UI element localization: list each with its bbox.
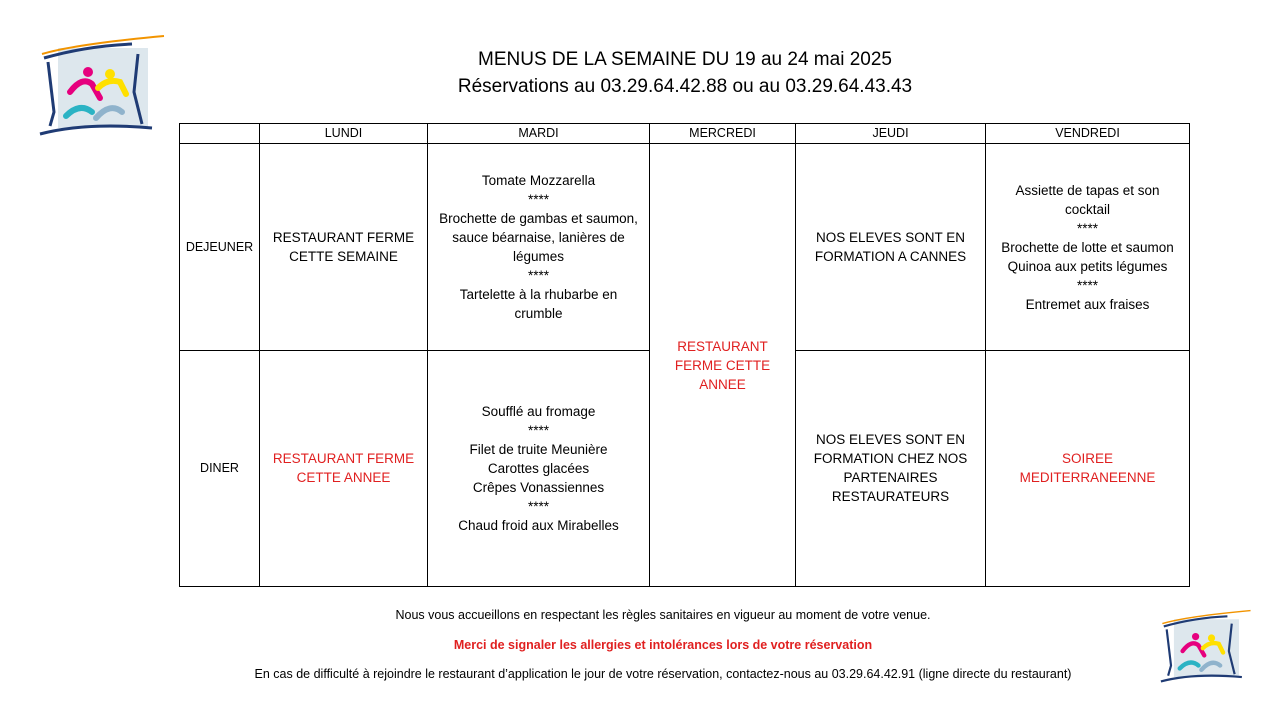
menu-separator: **** (527, 498, 549, 514)
menu-item: Brochette de lotte et saumon (1001, 239, 1174, 255)
menu-separator: **** (527, 192, 549, 208)
menu-item: Brochette de gambas et saumon, sauce béarnaise, lanières de légumes (439, 211, 638, 265)
table-row-dejeuner (180, 144, 1190, 351)
menu-separator: **** (527, 268, 549, 284)
menu-separator: **** (1076, 277, 1098, 293)
day-header-mardi: MARDI (428, 124, 650, 144)
day-header-vendredi: VENDREDI (986, 124, 1190, 144)
day-header-lundi: LUNDI (260, 124, 428, 144)
menu-item: Carottes glacées (487, 460, 590, 476)
row-label-diner: DINER (180, 350, 260, 586)
menu-item: Tomate Mozzarella (481, 173, 596, 189)
page-title (180, 46, 1190, 100)
title-line-2: Réservations au 03.29.64.42.88 ou au 03.29.64.43.43 (457, 76, 913, 97)
menu-item: Soufflé au fromage (481, 403, 596, 419)
menu-item: Crêpes Vonassiennes (472, 479, 605, 495)
cell-diner-vendredi: SOIREE MEDITERRANEENNE (986, 350, 1190, 586)
school-restaurant-logo-icon (36, 32, 166, 138)
menu-separator: **** (1076, 220, 1098, 236)
school-restaurant-logo-small-icon (1158, 606, 1252, 686)
menu-item: Entremet aux fraises (1025, 296, 1150, 312)
day-header-jeudi: JEUDI (796, 124, 986, 144)
menu-item: Filet de truite Meunière (469, 441, 608, 457)
cell-dejeuner-jeudi: NOS ELEVES SONT EN FORMATION A CANNES (796, 144, 986, 351)
footer-sanitary-note: Nous vous accueillons en respectant les règles sanitaires en vigueur au moment de votre venue. (395, 608, 931, 622)
footer-contact-note: En cas de difficulté à rejoindre le restaurant d’application le jour de votre réservation, contactez-nous au 03.29.64.42.91 (ligne directe du restaurant) (254, 667, 1072, 681)
footer-allergy-note: Merci de signaler les allergies et intolérances lors de votre réservation (453, 638, 873, 652)
day-header-mercredi: MERCREDI (650, 124, 796, 144)
cell-diner-mardi (428, 350, 650, 586)
menu-item: Quinoa aux petits légumes (1007, 258, 1168, 274)
weekly-menu-table (179, 123, 1190, 587)
table-header-row (180, 124, 1190, 144)
menu-item: Chaud froid aux Mirabelles (458, 517, 619, 533)
corner-cell (180, 124, 260, 144)
cell-dejeuner-lundi: RESTAURANT FERME CETTE SEMAINE (260, 144, 428, 351)
cell-dejeuner-mardi (428, 144, 650, 351)
cell-dejeuner-vendredi (986, 144, 1190, 351)
menu-item: Tartelette à la rhubarbe en crumble (459, 287, 618, 322)
row-label-dejeuner: DEJEUNER (180, 144, 260, 351)
cell-mercredi-closed: RESTAURANT FERME CETTE ANNEE (650, 144, 796, 587)
menu-separator: **** (527, 422, 549, 438)
menu-item: Assiette de tapas et son cocktail (1015, 182, 1160, 217)
cell-diner-lundi: RESTAURANT FERME CETTE ANNEE (260, 350, 428, 586)
title-line-1: MENUS DE LA SEMAINE DU 19 au 24 mai 2025 (478, 49, 892, 70)
cell-diner-jeudi: NOS ELEVES SONT EN FORMATION CHEZ NOS PARTENAIRES RESTAURATEURS (796, 350, 986, 586)
